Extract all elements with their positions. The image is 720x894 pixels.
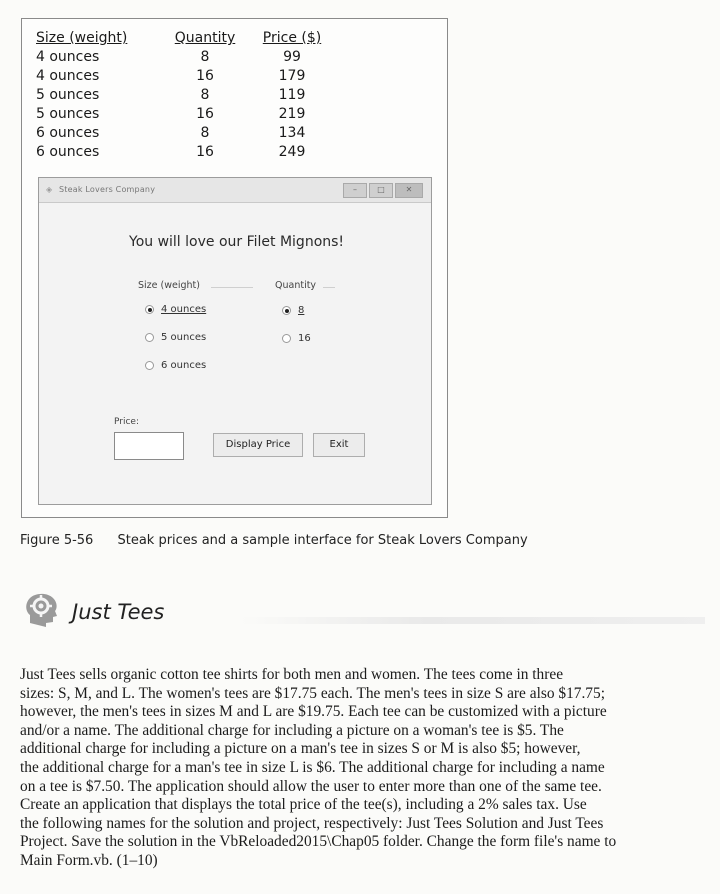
price-table bbox=[36, 29, 338, 162]
window-title: Steak Lovers Company bbox=[59, 185, 156, 194]
cell-quantity: 16 bbox=[196, 106, 214, 122]
close-icon[interactable]: ✕ bbox=[395, 183, 423, 198]
figure-caption bbox=[20, 533, 528, 548]
figure-frame bbox=[21, 18, 448, 518]
cell-quantity: 8 bbox=[200, 125, 210, 141]
radio-selected-icon bbox=[145, 305, 154, 314]
cell-size: 5 ounces bbox=[36, 87, 100, 103]
window-controls bbox=[343, 183, 423, 198]
price-label: Price: bbox=[114, 417, 139, 427]
size-group-divider bbox=[211, 287, 253, 288]
body-line: however, the men's tees in sizes M and L are $19.75. Each tee can be customized with a picture bbox=[20, 703, 607, 721]
minimize-icon[interactable]: – bbox=[343, 183, 367, 198]
body-line: Project. Save the solution in the VbReloaded2015\Chap05 folder. Change the form file's name to bbox=[20, 833, 617, 851]
radio-label: 8 bbox=[298, 305, 305, 316]
cell-price: 119 bbox=[278, 87, 306, 103]
cell-price: 134 bbox=[278, 125, 306, 141]
body-line: Just Tees sells organic cotton tee shirts for both men and women. The tees come in three bbox=[20, 666, 564, 683]
table-header-row bbox=[36, 29, 338, 48]
cell-quantity: 8 bbox=[200, 49, 210, 65]
body-line: Create an application that displays the total price of the tee(s), including a 2% sales tax. Use bbox=[20, 796, 587, 814]
exit-button[interactable]: Exit bbox=[313, 433, 365, 457]
window-titlebar[interactable] bbox=[39, 178, 431, 203]
body-line: additional charge for including a picture on a man's tee in sizes S or M is also $5; however, bbox=[20, 740, 581, 758]
cell-price: 179 bbox=[278, 68, 306, 84]
cell-price: 249 bbox=[278, 144, 306, 160]
cell-price: 99 bbox=[283, 49, 301, 65]
table-row bbox=[36, 105, 338, 124]
body-line: Main Form.vb. (1–10) bbox=[20, 851, 158, 869]
cell-size: 4 ounces bbox=[36, 68, 100, 84]
radio-quantity-8[interactable] bbox=[282, 305, 304, 316]
cell-size: 5 ounces bbox=[36, 106, 100, 122]
cell-size: 4 ounces bbox=[36, 49, 100, 65]
header-size: Size (weight) bbox=[36, 30, 128, 46]
radio-size-6oz[interactable] bbox=[145, 360, 206, 371]
body-line: on a tee is $7.50. The application should allow the user to enter more than one of the same tee. bbox=[20, 777, 602, 795]
header-quantity: Quantity bbox=[174, 30, 236, 46]
radio-unselected-icon bbox=[145, 333, 154, 342]
table-row bbox=[36, 124, 338, 143]
radio-unselected-icon bbox=[282, 334, 291, 343]
exercise-body bbox=[20, 666, 708, 871]
radio-selected-icon bbox=[282, 306, 291, 315]
radio-label: 5 ounces bbox=[161, 332, 207, 343]
radio-label: 4 ounces bbox=[161, 304, 207, 315]
body-line: and/or a name. The additional charge for including a picture on a woman's tee is $5. The bbox=[20, 721, 564, 739]
table-row bbox=[36, 86, 338, 105]
header-price: Price ($) bbox=[262, 30, 322, 46]
display-price-button[interactable]: Display Price bbox=[213, 433, 303, 457]
body-line: sizes: S, M, and L. The women's tees are $17.75 each. The men's tees in size S are also $17.75; bbox=[20, 684, 605, 702]
form-headline: You will love our Filet Mignons! bbox=[129, 234, 345, 250]
section-divider bbox=[240, 617, 705, 624]
cell-quantity: 16 bbox=[196, 68, 214, 84]
cell-size: 6 ounces bbox=[36, 125, 100, 141]
quantity-group-label: Quantity bbox=[275, 280, 317, 291]
body-line: the additional charge for a man's tee in size L is $6. The additional charge for including a name bbox=[20, 758, 605, 776]
figure-number: Figure 5-56 bbox=[20, 533, 94, 548]
table-row bbox=[36, 67, 338, 86]
radio-unselected-icon bbox=[145, 361, 154, 370]
app-icon: ◈ bbox=[46, 185, 53, 194]
form-body bbox=[39, 202, 431, 504]
head-gear-icon bbox=[22, 589, 62, 629]
figure-caption-text: Steak prices and a sample interface for Steak Lovers Company bbox=[117, 533, 528, 548]
price-output bbox=[114, 432, 184, 460]
radio-quantity-16[interactable] bbox=[282, 333, 311, 344]
radio-size-4oz[interactable] bbox=[145, 304, 206, 315]
size-group-label: Size (weight) bbox=[138, 280, 200, 291]
radio-label: 6 ounces bbox=[161, 360, 207, 371]
section-title: Just Tees bbox=[72, 600, 165, 624]
app-window bbox=[38, 177, 432, 505]
table-row bbox=[36, 143, 338, 162]
radio-size-5oz[interactable] bbox=[145, 332, 206, 343]
cell-quantity: 16 bbox=[196, 144, 214, 160]
cell-size: 6 ounces bbox=[36, 144, 100, 160]
body-line: the following names for the solution and project, respectively: Just Tees Solution and Just Tees bbox=[20, 814, 604, 832]
maximize-icon[interactable]: □ bbox=[369, 183, 393, 198]
cell-quantity: 8 bbox=[200, 87, 210, 103]
table-row bbox=[36, 48, 338, 67]
cell-price: 219 bbox=[278, 106, 306, 122]
quantity-group-divider bbox=[323, 287, 335, 288]
radio-label: 16 bbox=[298, 333, 311, 344]
